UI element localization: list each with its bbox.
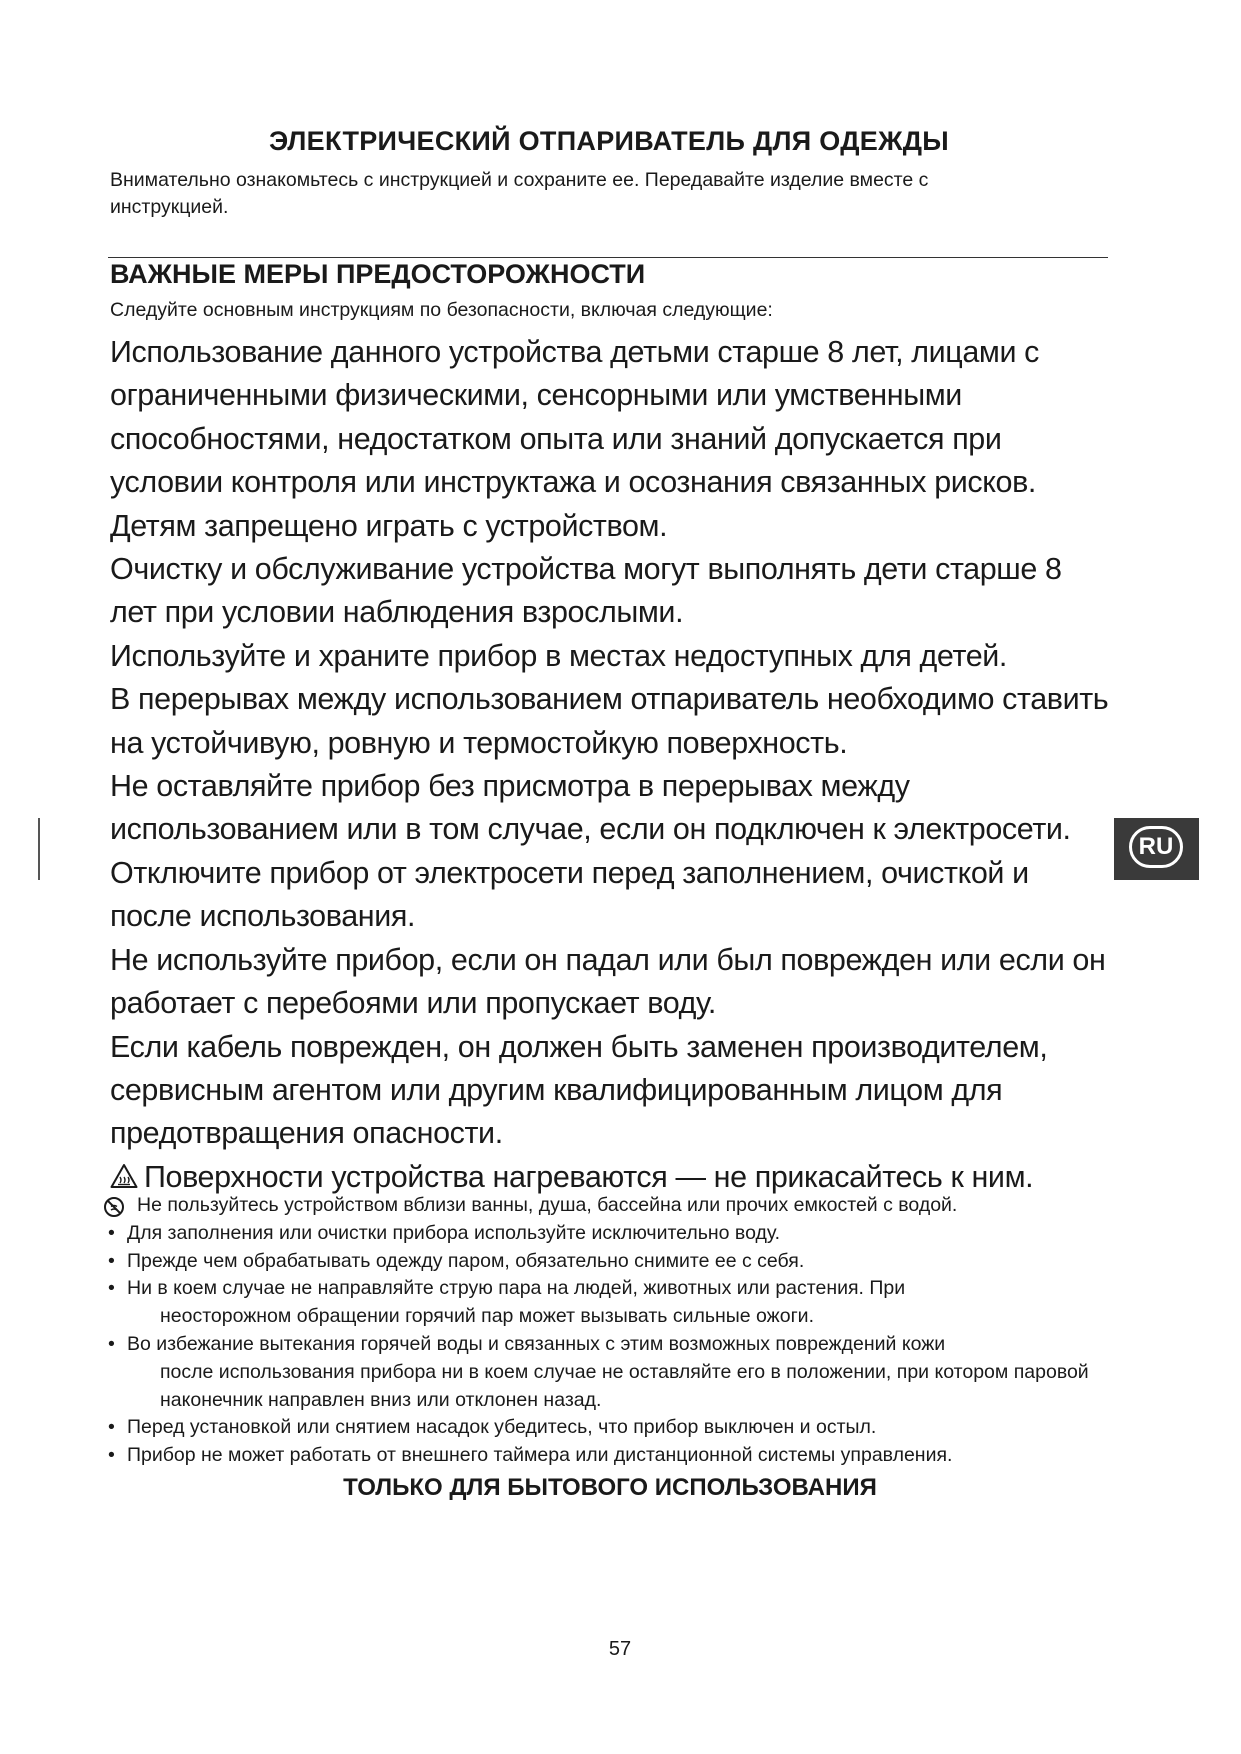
- warning-paragraph: Очистку и обслуживание устройства могут выполнять дети старше 8 лет при условии наблюдения взрослыми.: [110, 552, 1062, 630]
- list-item-text: Прибор не может работать от внешнего таймера или дистанционной системы управления.: [127, 1444, 953, 1467]
- list-item-text: Прежде чем обрабатывать одежду паром, обязательно снимите ее с себя.: [127, 1249, 805, 1272]
- list-item: [103, 1248, 1103, 1276]
- section-title: ВАЖНЫЕ МЕРЫ ПРЕДОСТОРОЖНОСТИ: [110, 259, 646, 289]
- page-number: 57: [608, 1638, 632, 1660]
- page-edge-mark: [38, 818, 40, 880]
- warning-paragraph: Если кабель поврежден, он должен быть заменен производителем, сервисным агентом или другим квалифицированным лицом для предотвращения опасности.: [110, 1029, 1048, 1151]
- section-subtitle: Следуйте основным инструкциям по безопасности, включая следующие:: [110, 299, 773, 321]
- hot-surface-warning-text: Поверхности устройства нагреваются — не прикасайтесь к ним.: [144, 1159, 1034, 1194]
- bullet: •: [108, 1277, 115, 1300]
- list-item: [103, 1414, 1103, 1442]
- main-warnings: [110, 331, 1110, 1201]
- bullet: •: [108, 1416, 115, 1439]
- bullet: •: [108, 1249, 115, 1272]
- list-item-text: Перед установкой или снятием насадок убедитесь, что прибор выключен и остыл.: [127, 1416, 877, 1439]
- warning-paragraph: В перерывах между использованием отпариватель необходимо ставить на устойчивую, ровную и термостойкую поверхность.: [110, 682, 1109, 760]
- warning-paragraph: Отключите прибор от электросети перед заполнением, очисткой и после использования.: [110, 855, 1029, 934]
- warning-paragraph: Использование данного устройства детьми старше 8 лет, лицами с ограниченными физическими, сенсорными или умственными способностями, недостатком опыта или знаний допускается при условии контроля или инструктажа и осознания связанных рисков. Детям запрещено играть с устройством.: [110, 335, 1040, 543]
- list-item: [103, 1331, 1103, 1414]
- safety-list: [103, 1192, 1103, 1470]
- list-item-text: Ни в коем случае не направляйте струю пара на людей, животных или растения. При: [127, 1277, 906, 1300]
- list-item-text: Для заполнения или очистки прибора используйте исключительно воду.: [127, 1221, 781, 1244]
- list-item-continuation: после использования прибора ни в коем случае не оставляйте его в положении, при котором паровой наконечник направлен вниз или отклонен назад.: [160, 1360, 1089, 1411]
- list-item: [103, 1275, 1103, 1331]
- list-item-text: Не пользуйтесь устройством вблизи ванны, душа, бассейна или прочих емкостей с водой.: [137, 1194, 958, 1216]
- language-badge: RU: [1129, 826, 1183, 868]
- bullet: •: [108, 1221, 115, 1244]
- list-item: [103, 1220, 1103, 1248]
- list-item-text: Во избежание вытекания горячей воды и связанных с этим возможных повреждений кожи: [127, 1332, 946, 1355]
- section-divider: [108, 257, 1108, 258]
- page-title: ЭЛЕКТРИЧЕСКИЙ ОТПАРИВАТЕЛЬ ДЛЯ ОДЕЖДЫ: [268, 126, 950, 156]
- list-item: [103, 1192, 1103, 1220]
- warning-paragraph: Не используйте прибор, если он падал или был поврежден или если он работает с перебоями или пропускает воду.: [110, 942, 1106, 1021]
- bullet: •: [108, 1332, 115, 1355]
- intro-text: Внимательно ознакомьтесь с инструкцией и сохраните ее. Передавайте изделие вместе с инструкцией.: [110, 169, 929, 218]
- warning-paragraph: Не оставляйте прибор без присмотра в перерывах между использованием или в том случае, если он подключен к электросети.: [110, 769, 1071, 847]
- list-item: [103, 1442, 1103, 1470]
- warning-paragraph: Используйте и храните прибор в местах недоступных для детей.: [110, 638, 1007, 673]
- list-item-continuation: неосторожном обращении горячий пар может вызывать сильные ожоги.: [160, 1305, 814, 1328]
- language-tab: [1114, 818, 1199, 880]
- bullet: •: [108, 1444, 115, 1467]
- household-use-notice: ТОЛЬКО ДЛЯ БЫТОВОГО ИСПОЛЬЗОВАНИЯ: [343, 1474, 877, 1501]
